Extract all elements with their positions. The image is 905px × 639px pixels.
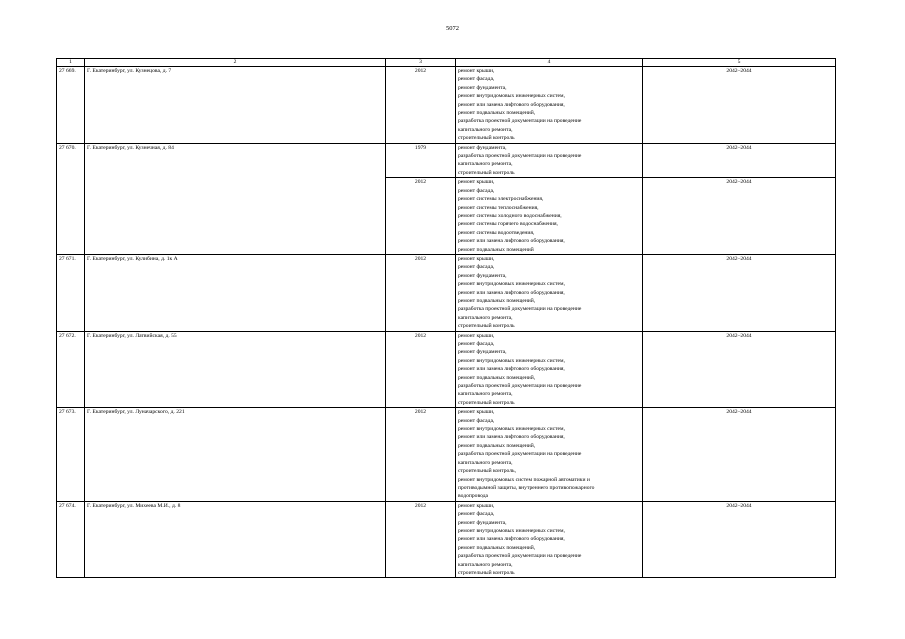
work-item: ремонт фасада, xyxy=(458,187,495,194)
work-item: ремонт внутридомовых инженерных систем, xyxy=(458,357,565,364)
work-item: ремонт фундамента, xyxy=(458,84,507,91)
work-item: ремонт подвальных помещений, xyxy=(458,297,536,304)
year-cell: 2012 xyxy=(386,331,456,408)
works-cell xyxy=(456,408,643,501)
record-number-cell: 27 672. xyxy=(57,331,85,408)
work-item: ремонт фундамента, xyxy=(458,519,507,526)
work-item: капитального ремонта, xyxy=(458,126,513,133)
work-item: ремонт фундамента, xyxy=(458,349,507,356)
table-row xyxy=(57,331,836,408)
address-cell: Г. Екатеринбург, ул. Кузнецова, д. 7 xyxy=(85,67,386,144)
work-item: ремонт фасада, xyxy=(458,417,495,424)
year-cell: 2012 xyxy=(386,408,456,501)
work-item: ремонт крыши, xyxy=(458,179,495,186)
work-item: ремонт крыши, xyxy=(458,409,495,416)
record-number-cell: 27 669. xyxy=(57,67,85,144)
work-item: ремонт системы холодного водоснабжения, xyxy=(458,212,562,219)
work-item: строительный контроль xyxy=(458,399,515,406)
work-item: ремонт фасада, xyxy=(458,341,495,347)
column-number-row xyxy=(57,59,836,67)
work-item: капитального ремонта, xyxy=(458,314,513,321)
work-item: ремонт или замена лифтового оборудования, xyxy=(458,434,565,441)
work-item: разработка проектной документации на проведение xyxy=(458,306,582,313)
table-row xyxy=(57,254,836,331)
works-cell xyxy=(456,331,643,408)
period-cell: 2042–2044 xyxy=(643,178,836,255)
column-number-3: 3 xyxy=(386,59,456,67)
column-number-5: 5 xyxy=(643,59,836,67)
work-item: ремонт внутридомовых инженерных систем, xyxy=(458,527,565,534)
column-number-1: 1 xyxy=(57,59,85,67)
work-item: ремонт системы водоотведения, xyxy=(458,229,535,236)
year-cell: 2012 xyxy=(386,254,456,331)
table-row xyxy=(57,501,836,578)
work-item: ремонт внутридомовых инженерных систем, xyxy=(458,93,565,100)
table-row xyxy=(57,143,836,178)
year-cell: 1979 xyxy=(386,143,456,178)
work-item: ремонт системы теплоснабжения, xyxy=(458,204,539,211)
work-item: ремонт или замена лифтового оборудования, xyxy=(458,238,565,245)
work-item: ремонт подвальных помещений, xyxy=(458,442,536,449)
work-item: ремонт подвальных помещений, xyxy=(458,374,536,381)
work-item: капитального ремонта, xyxy=(458,161,513,168)
period-cell: 2042–2044 xyxy=(643,143,836,178)
works-cell xyxy=(456,143,643,178)
work-item: водопровода xyxy=(458,493,489,500)
period-cell: 2042–2044 xyxy=(643,254,836,331)
address-cell: Г. Екатеринбург, ул. Кулибина, д. 1к А xyxy=(85,254,386,331)
work-item: ремонт крыши, xyxy=(458,502,495,509)
work-item: ремонт фасада, xyxy=(458,264,495,271)
work-item: ремонт фасада, xyxy=(458,76,495,83)
work-item: ремонт или замена лифтового оборудования, xyxy=(458,289,565,296)
work-item: ремонт или замена лифтового оборудования, xyxy=(458,536,565,543)
work-item: ремонт крыши, xyxy=(458,255,495,262)
registry-table-body xyxy=(57,59,836,578)
work-item: строительный контроль xyxy=(458,323,515,330)
work-item: ремонт фундамента, xyxy=(458,272,507,279)
works-cell xyxy=(456,501,643,578)
address-cell: Г. Екатеринбург, ул. Михеева М.И., д. 8 xyxy=(85,501,386,578)
address-cell: Г. Екатеринбург, ул. Кузнечная, д. 84 xyxy=(85,143,386,254)
work-item: ремонт подвальных помещений, xyxy=(458,544,536,551)
work-item: ремонт или замена лифтового оборудования, xyxy=(458,101,565,108)
record-number-cell: 27 673. xyxy=(57,408,85,501)
work-item: ремонт фасада, xyxy=(458,511,495,518)
record-number-cell: 27 671. xyxy=(57,254,85,331)
period-cell: 2042–2044 xyxy=(643,67,836,144)
table-row xyxy=(57,408,836,501)
work-item: ремонт системы электроснабжения, xyxy=(458,196,544,203)
work-item: ремонт или замена лифтового оборудования, xyxy=(458,366,565,373)
period-cell: 2042–2044 xyxy=(643,408,836,501)
work-item: строительный контроль xyxy=(458,569,515,576)
work-item: строительный контроль, xyxy=(458,468,516,475)
year-cell: 2012 xyxy=(386,501,456,578)
work-item: ремонт внутридомовых систем пожарной автоматики и xyxy=(458,476,590,483)
work-item: капитального ремонта, xyxy=(458,459,513,466)
work-item: ремонт подвальных помещений xyxy=(458,246,534,253)
work-item: ремонт подвальных помещений, xyxy=(458,110,536,117)
work-item: разработка проектной документации на проведение xyxy=(458,451,582,458)
work-item: ремонт внутридомовых инженерных систем, xyxy=(458,426,565,433)
work-item: ремонт фундамента, xyxy=(458,144,507,151)
year-cell: 2012 xyxy=(386,178,456,255)
record-number-cell: 27 674. xyxy=(57,501,85,578)
works-cell xyxy=(456,67,643,144)
work-item: ремонт внутридомовых инженерных систем, xyxy=(458,281,565,288)
period-cell: 2042–2044 xyxy=(643,331,836,408)
address-cell: Г. Екатеринбург, ул. Луначарского, д. 221 xyxy=(85,408,386,501)
column-number-2: 2 xyxy=(85,59,386,67)
table-row xyxy=(57,67,836,144)
work-item: разработка проектной документации на проведение xyxy=(458,153,582,160)
works-cell xyxy=(456,254,643,331)
work-item: капитального ремонта, xyxy=(458,561,513,568)
work-item: ремонт крыши, xyxy=(458,68,495,74)
work-item: разработка проектной документации на проведение xyxy=(458,553,582,560)
period-cell: 2042–2044 xyxy=(643,501,836,578)
work-item: разработка проектной документации на проведение xyxy=(458,383,582,390)
record-number-cell: 27 670. xyxy=(57,143,85,254)
work-item: разработка проектной документации на проведение xyxy=(458,118,582,125)
column-number-4: 4 xyxy=(456,59,643,67)
page-number: 5072 xyxy=(446,25,459,32)
works-cell xyxy=(456,178,643,255)
work-item: строительный контроль xyxy=(458,169,515,176)
work-item: ремонт системы горячего водоснабжения, xyxy=(458,221,558,228)
address-cell: Г. Екатеринбург, ул. Латвийская, д. 55 xyxy=(85,331,386,408)
work-item: противодымной защиты, внутреннего противопожарного xyxy=(458,484,595,491)
work-item: капитального ремонта, xyxy=(458,391,513,398)
work-item: ремонт крыши, xyxy=(458,332,495,339)
year-cell: 2012 xyxy=(386,67,456,144)
registry-table xyxy=(56,58,836,578)
work-item: строительный контроль xyxy=(458,135,515,142)
